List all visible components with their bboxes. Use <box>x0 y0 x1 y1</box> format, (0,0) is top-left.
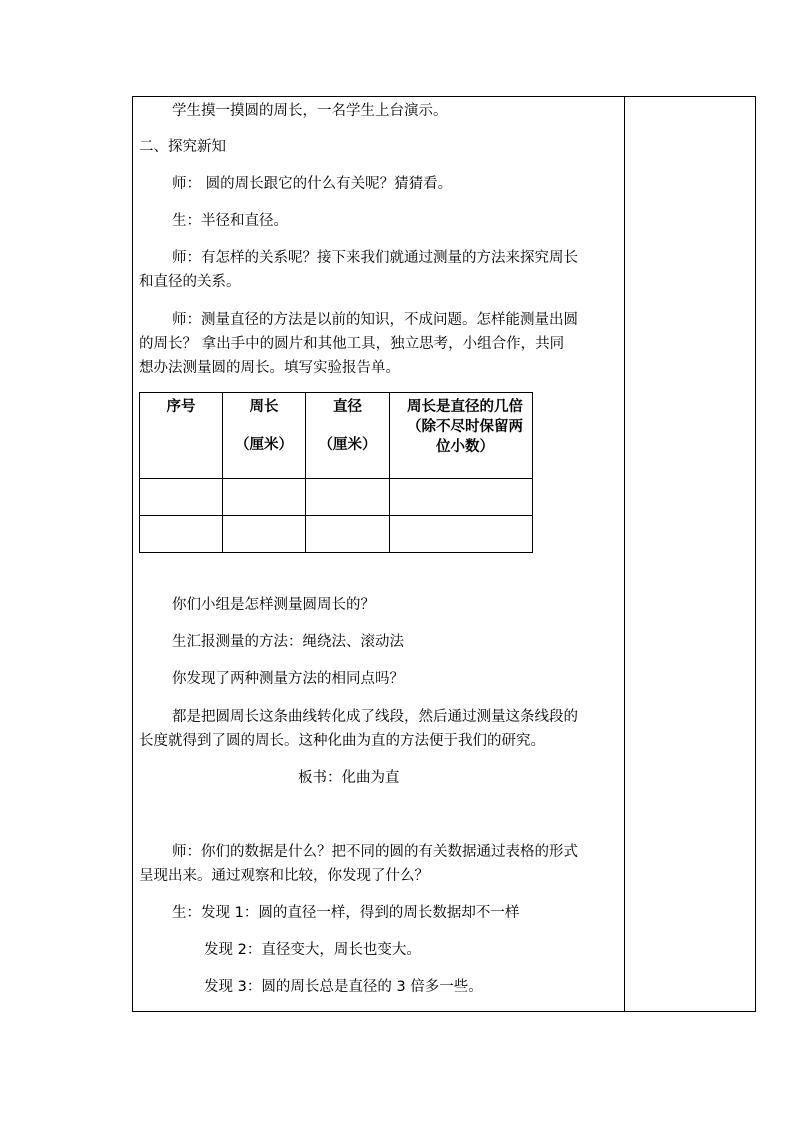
table-cell <box>223 479 306 516</box>
table-row <box>140 479 533 516</box>
paragraph-student-answer: 生：半径和直径。 <box>172 213 288 229</box>
paragraph-common-point: 你发现了两种测量方法的相同点吗？ <box>172 671 404 687</box>
table-cell <box>390 479 533 516</box>
table-cell <box>306 479 390 516</box>
paragraph-group-question: 你们小组是怎样测量圆周长的？ <box>172 597 375 613</box>
paragraph-measure-2: 的周长？ 拿出手中的圆片和其他工具，独立思考，小组合作，共同 <box>139 336 565 352</box>
notes-column-divider <box>624 96 625 1012</box>
experiment-report-table <box>139 392 533 553</box>
paragraph-teacher-question: 师： 圆的周长跟它的什么有关呢？猜猜看。 <box>172 176 453 192</box>
section-heading-explore: 二、探究新知 <box>139 139 226 155</box>
header-diameter: 直径 （厘米） <box>306 393 390 479</box>
paragraph-measure-1: 师：测量直径的方法是以前的知识，不成问题。怎样能测量出圆 <box>172 312 578 328</box>
header-index: 序号 <box>140 393 223 479</box>
table-row <box>140 516 533 553</box>
table-cell <box>306 516 390 553</box>
table-cell <box>140 516 223 553</box>
finding-3: 发现 3：圆的周长总是直径的 3 倍多一些。 <box>204 979 483 995</box>
header-ratio: 周长是直径的几倍（除不尽时保留两位小数） <box>390 393 533 479</box>
paragraph-data-1: 师：你们的数据是什么？把不同的圆的有关数据通过表格的形式 <box>172 844 578 860</box>
header-circumference: 周长 （厘米） <box>223 393 306 479</box>
paragraph-student-demo: 学生摸一摸圆的周长，一名学生上台演示。 <box>172 103 448 119</box>
paragraph-conclusion-2: 长度就得到了圆的周长。这种化曲为直的方法便于我们的研究。 <box>139 733 545 749</box>
paragraph-teacher-relation-1: 师：有怎样的关系呢？接下来我们就通过测量的方法来探究周长 <box>172 250 578 266</box>
paragraph-conclusion-1: 都是把圆周长这条曲线转化成了线段，然后通过测量这条线段的 <box>172 709 578 725</box>
paragraph-teacher-relation-2: 和直径的关系。 <box>139 274 241 290</box>
paragraph-data-2: 呈现出来。通过观察和比较，你发现了什么？ <box>139 868 429 884</box>
finding-2: 发现 2：直径变大，周长也变大。 <box>204 942 421 958</box>
board-note: 板书：化曲为直 <box>298 770 400 786</box>
table-cell <box>390 516 533 553</box>
finding-1: 生：发现 1：圆的直径一样，得到的周长数据却不一样 <box>172 905 520 921</box>
table-cell <box>223 516 306 553</box>
paragraph-measure-3: 想办法测量圆的周长。填写实验报告单。 <box>139 360 400 376</box>
paragraph-methods: 生汇报测量的方法：绳绕法、滚动法 <box>172 634 404 650</box>
table-cell <box>140 479 223 516</box>
